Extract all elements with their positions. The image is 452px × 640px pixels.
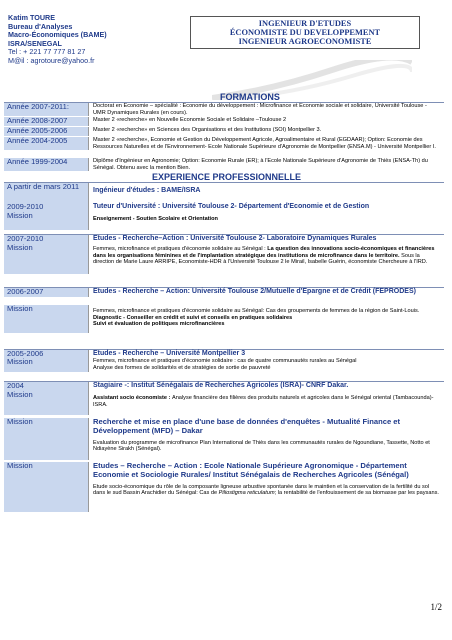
- contact-block: [8, 14, 168, 66]
- mission-text-part: Etude socio-économique du rôle de la composante ligneuse arbustive spontanée dans le maintien et la conservation de la fertilité du sol dans le sud Bassin Arachidier du Sénégal: Cas de: [93, 483, 430, 497]
- formation-year: Année 1999-2004: [4, 158, 88, 171]
- mission-text-part: ; la rentabilité de l'enfouissement de sa biomasse par les paysans.: [274, 490, 439, 497]
- title-box: [190, 16, 420, 49]
- mission-text: Evaluation du programme de microfinance Plan International de Thiès dans les communautés rurales de Ngoundiane, Tassette, Notto et Ndiayène Sirakh (Sénégal).: [93, 439, 430, 453]
- formation-row: [4, 102, 444, 116]
- mission-label: Mission: [4, 462, 88, 512]
- experience-row: [4, 244, 444, 274]
- formation-text: Master 2 «recherche», Economie et Gestion du Développement Agricole, Agroalimentaire et Rural (EGDAAR); Option: Economie des Ressources Naturelles et de l'Environnement- Ecole Nationale Supérieure d'Agronomie de Montpellier (ENSA.M) - Université Montpellier I.: [88, 137, 444, 150]
- experience-row: [4, 418, 444, 460]
- title-line-1: INGENIEUR D'ETUDES: [258, 19, 352, 28]
- mission-text-part: Analyse financière des filières des produits naturels et agricoles dans le Sénégal oriental (Tambacounda)-ISRA.: [93, 395, 434, 408]
- experience-row: [4, 391, 444, 415]
- experience-year: 2006-2007: [4, 288, 88, 297]
- email[interactable]: M@il : agrotoure@yahoo.fr: [8, 55, 95, 65]
- formation-text: Doctorat en Economie – spécialité : Economie du développement : Microfinance et Economie sociale et solidaire, Université Toulouse - UMR Dynamiques Rurales (en cours).: [88, 103, 444, 116]
- mission-text-italic: Piliostigma reticulatum: [218, 490, 275, 497]
- title-line-2: ÉCONOMISTE DU DEVELOPPEMENT: [229, 28, 381, 37]
- experience-year: 2004: [4, 382, 88, 391]
- organization: ISRA/SENEGAL: [8, 38, 62, 48]
- mission-text: [88, 244, 444, 274]
- experience-year: 2007-2010: [4, 235, 88, 244]
- experience-year: 2009-2010: [4, 203, 88, 212]
- mission-label: Mission: [4, 391, 88, 415]
- experience-title: EXPERIENCE PROFESSIONNELLE: [152, 172, 302, 182]
- formation-year: Année 2007-2011:: [4, 103, 88, 116]
- formation-text: Master 2 «recherche» en Nouvelle Economie Sociale et Solidaire –Toulouse 2: [88, 117, 444, 126]
- mission-title: Etudes – Recherche – Action : Ecole Nationale Supérieure Agronomique - Département Economie et Sociologie Rurales/ Institut Sénégalais de Recherches Agricoles (Sénégal): [93, 461, 409, 479]
- experience-row: [4, 381, 444, 391]
- experience-row: [4, 287, 444, 297]
- mission-label: Mission: [4, 244, 88, 274]
- experience-row: [4, 212, 444, 230]
- experience-title-text: Tuteur d'Université : Université Toulouse 2- Département d'Economie et de Gestion: [88, 203, 444, 212]
- experience-row: [4, 203, 444, 212]
- mission-label: Mission: [4, 418, 88, 460]
- experience-title-text: Etudes - Recherche – Université Montpellier 3: [88, 350, 444, 359]
- formation-row: [4, 158, 444, 171]
- experience-row: [4, 358, 444, 372]
- formation-year: Année 2004-2005: [4, 137, 88, 150]
- experience-year: 2005-2006: [4, 350, 88, 359]
- mission-text: [88, 305, 444, 333]
- title-line-3: INGENIEUR AGROECONOMISTE: [238, 37, 372, 46]
- mission-text-part: Sous la direction de Marie Laure ARRIPE, Economiste-HDR à l'Université Toulouse 2 le Mirail, Isabelle Guérin, économiste Chercheure à l'IRD.: [93, 252, 428, 266]
- page-number: 1/2: [430, 602, 442, 612]
- mission-text-highlight: La question des innovations socio-économiques et financières dans les organisations féminines et de l'implantation stratégique des institutions de microfinance dans le territoire.: [93, 246, 435, 259]
- mission-text-line: Suivi et évaluation de politiques microfinancières: [93, 321, 225, 328]
- mission-text-line: Diagnostic - Conseiller en crédit et suivi et conseils en pratiques solidaires: [93, 314, 293, 321]
- mission-text-line: Femmes, microfinance et pratiques d'économie solidaire au Sénégal: Cas des groupements de femmes de la région de Saint-Louis.: [93, 308, 420, 314]
- mission-text-line: Analyse des formes de solidarités et de stratégies de sortie de pauvreté: [93, 364, 271, 371]
- experience-title-text: Ingénieur d'études : BAME/ISRA: [88, 183, 444, 203]
- mission-label: Mission: [4, 358, 88, 372]
- bureau: Bureau d'Analyses: [8, 21, 73, 31]
- experience-row: [4, 234, 444, 244]
- formation-row: [4, 127, 444, 136]
- name: Katim TOURE: [8, 13, 55, 22]
- mission-title: Recherche et mise en place d'une base de données d'enquêtes - Mutualité Finance et Développement (MFD) – Dakar: [93, 417, 401, 435]
- phone: Tel : + 221 77 777 81 27: [8, 47, 86, 57]
- mission-text-part: Femmes, microfinance et pratiques d'économie solidaire au Sénégal :: [93, 246, 268, 252]
- mission-text: [88, 358, 444, 372]
- experience-row: [4, 182, 444, 203]
- experience-title-text: Stagiaire -: Institut Sénégalais de Recherches Agricoles (ISRA)- CNRF Dakar.: [88, 382, 444, 391]
- mission-text: [88, 391, 444, 415]
- formation-text: Master 2 «recherche» en Sciences des Organisations et des Institutions (SOI) Montpellier 3.: [88, 127, 444, 136]
- experience-row: [4, 462, 444, 512]
- mission-block: [88, 462, 444, 512]
- formations-title: FORMATIONS: [220, 92, 280, 102]
- formation-year: Année 2005-2006: [4, 127, 88, 136]
- mission-text-line: Femmes, microfinance et pratiques d'économie solidaire : cas de quatre communautés rurales au Sénégal: [93, 358, 357, 364]
- experience-row: [4, 305, 444, 333]
- bureau-macro: Macro-Économiques (BAME): [8, 30, 107, 40]
- experience-title-text: Etudes - Recherche – Action: Université Toulouse 2/Mutuelle d'Epargne et de Crédit (FEPRODES): [88, 288, 444, 297]
- formation-row: [4, 137, 444, 150]
- mission-block: [88, 418, 444, 460]
- mission-label: Mission: [4, 212, 88, 230]
- formation-text: Diplôme d'Ingénieur en Agronomie; Option: Economie Rurale (ER); à l'Ecole Nationale Supérieure d'Agronomie de Thiès (ENSA-Th) du Sénégal. Obtenu avec la mention Bien.: [88, 158, 444, 171]
- mission-text-highlight: Assistant socio économiste :: [93, 395, 172, 401]
- formation-row: [4, 117, 444, 126]
- experience-title-text: Etudes - Recherche–Action : Université Toulouse 2- Laboratoire Dynamiques Rurales: [88, 235, 444, 244]
- mission-text: [93, 484, 440, 497]
- experience-year: A partir de mars 2011: [4, 183, 88, 203]
- formation-year: Année 2008-2007: [4, 117, 88, 126]
- mission-text: Enseignement - Soutien Scolaire et Orientation: [88, 212, 444, 230]
- mission-label: Mission: [4, 305, 88, 333]
